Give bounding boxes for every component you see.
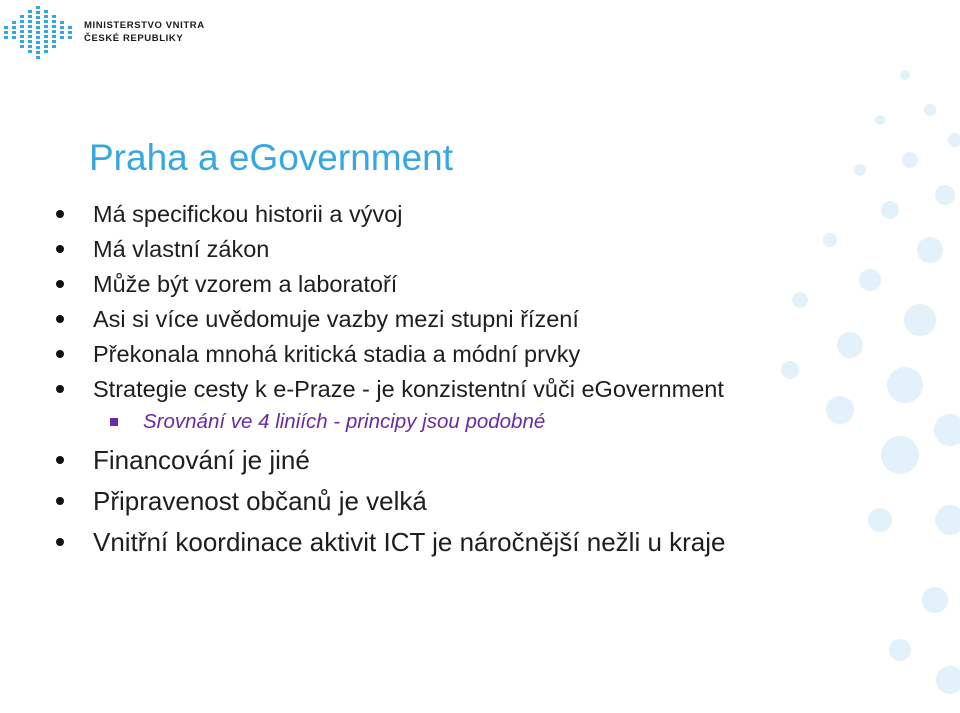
decor-dot — [936, 666, 960, 694]
bullet-text: Asi si více uvědomuje vazby mezi stupni řízení — [93, 306, 579, 332]
bullet-dot-icon — [56, 456, 64, 464]
logo-bars-icon — [0, 0, 80, 60]
bullet-text: Financování je jiné — [93, 445, 310, 475]
square-bullet-icon — [110, 418, 118, 426]
bullet-dot-icon — [56, 315, 64, 323]
bullet-text: Vnitřní koordinace aktivit ICT je náročnější nežli u kraje — [93, 527, 726, 557]
decor-dot — [900, 70, 910, 80]
bullet-text: Má specifickou historii a vývoj — [93, 201, 403, 227]
bullet-dot-icon — [56, 245, 64, 253]
bullet-item — [0, 373, 960, 408]
bullet-dot-icon — [56, 210, 64, 218]
slide-title: Praha a eGovernment — [89, 137, 454, 178]
bullet-item — [0, 268, 960, 303]
decor-dot — [922, 587, 948, 613]
bullet-text: Má vlastní zákon — [93, 236, 270, 262]
bullet-item — [0, 338, 960, 373]
logo-line-2: ČESKÉ REPUBLIKY — [84, 33, 184, 44]
bullet-text: Strategie cesty k e-Praze - je konzistentní vůči eGovernment — [93, 376, 724, 402]
bullet-item — [0, 233, 960, 268]
bullet-item — [0, 442, 960, 483]
decor-dot — [889, 639, 911, 661]
bullet-dot-icon — [56, 280, 64, 288]
logo-line-1: MINISTERSTVO VNITRA — [84, 20, 205, 31]
bullet-text: Připravenost občanů je velká — [93, 486, 427, 516]
sub-bullet-item — [0, 408, 960, 442]
bullet-list — [0, 198, 960, 565]
bullet-dot-icon — [56, 350, 64, 358]
bullet-dot-icon — [56, 385, 64, 393]
bullet-item — [0, 524, 960, 565]
decor-dot — [924, 104, 936, 116]
sub-bullet-text: Srovnání ve 4 liniích - principy jsou podobné — [143, 410, 546, 433]
logo-text — [84, 19, 205, 45]
bullet-item — [0, 303, 960, 338]
decor-dot — [875, 115, 885, 125]
bullet-text: Může být vzorem a laboratoří — [93, 271, 398, 297]
bullet-item — [0, 198, 960, 233]
bullet-dot-icon — [56, 497, 64, 505]
decor-dot — [948, 133, 960, 147]
bullet-text: Překonala mnohá kritická stadia a módní prvky — [93, 341, 581, 367]
decor-dot — [902, 152, 918, 168]
bullet-dot-icon — [56, 538, 64, 546]
ministry-logo — [0, 0, 240, 60]
decor-dot — [854, 164, 866, 176]
bullet-item — [0, 483, 960, 524]
